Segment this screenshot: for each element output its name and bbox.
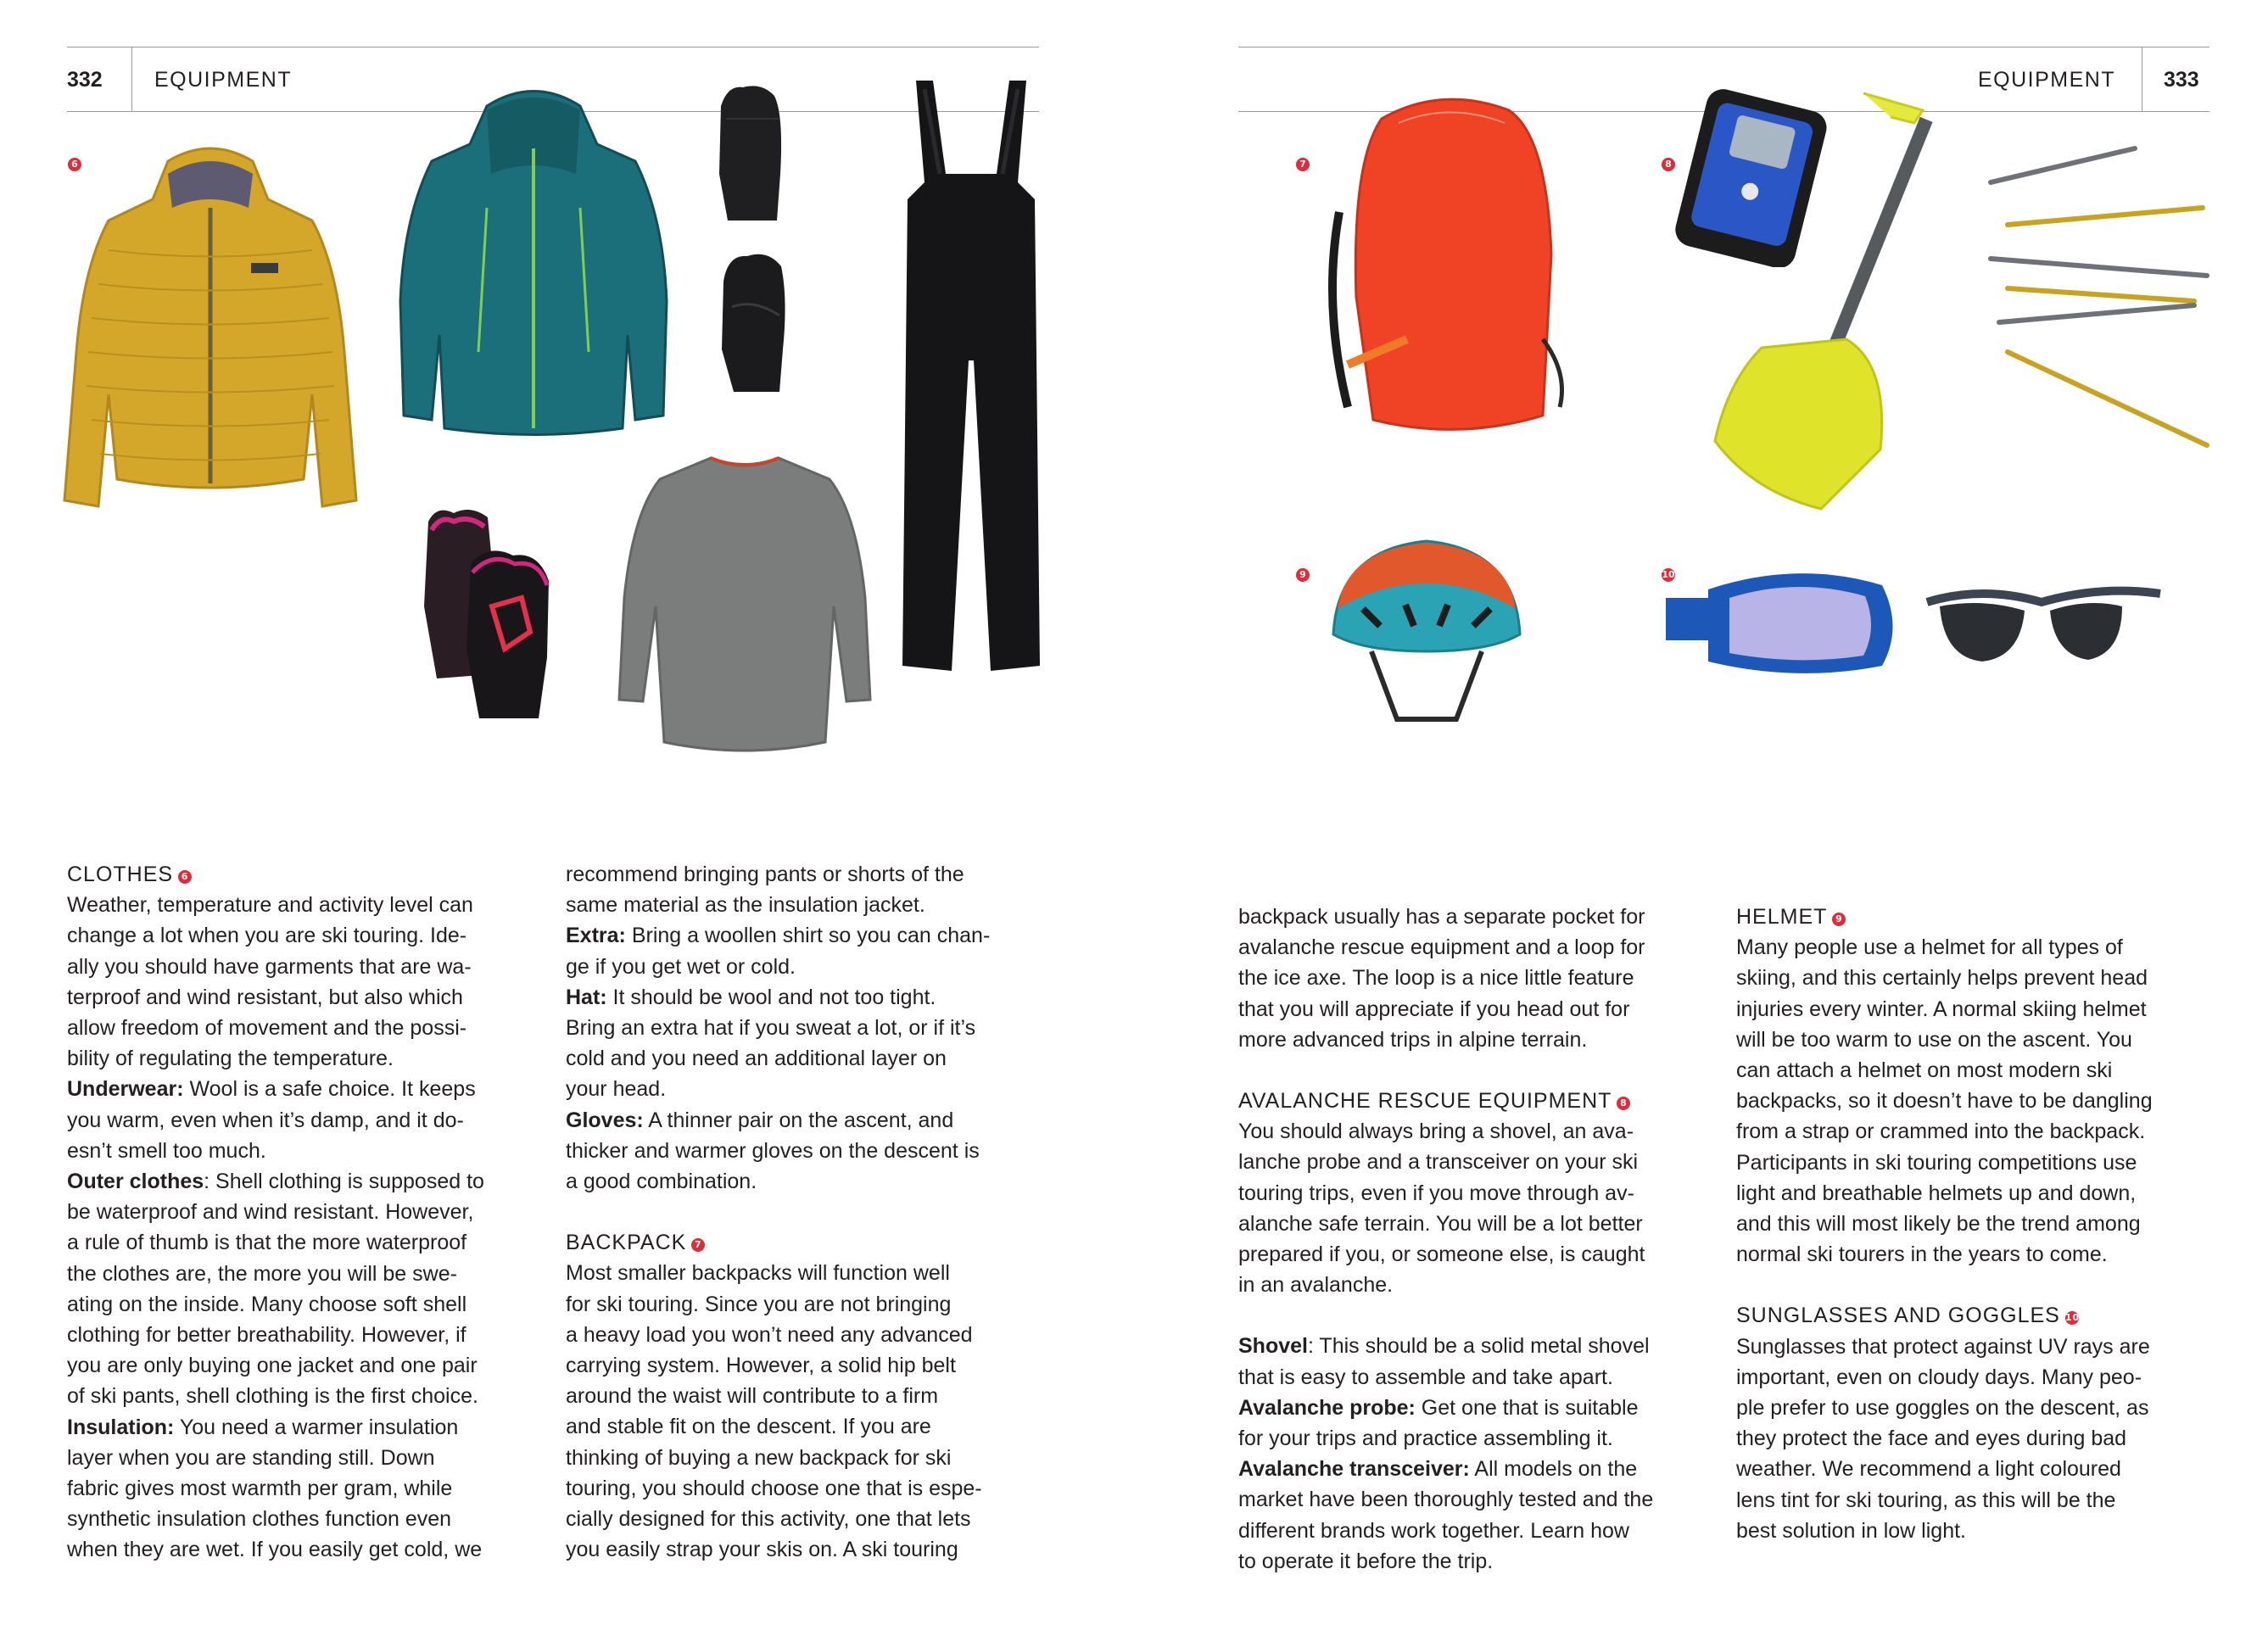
helmet-line: Many people use a helmet for all types of [1736,935,2123,960]
gloves-line: a good combination. [566,1170,757,1194]
bib-pants-photo [899,81,1043,674]
insulation-line: fabric gives most warmth per gram, while [67,1477,453,1501]
gloves-label: Gloves: [566,1108,644,1132]
continued-line: recommend bringing pants or shorts of the [566,863,964,886]
sunglasses-badge: 10 [2064,1312,2081,1324]
helmet-badge: 9 [1832,913,1846,926]
hat-text: It should be wool and not too tight. [606,985,936,1009]
outer-clothes-line: the clothes are, the more you will be swe- [67,1261,457,1286]
helmet-line: light and breathable helmets up and down, [1736,1181,2137,1205]
left-column-2 [566,859,1041,1565]
clothes-line: Weather, temperature and activity level can [67,893,473,918]
sunglasses-photo [1923,577,2165,678]
insulation-line: when they are wet. If you easily get cold, we [67,1538,483,1562]
backpack-line: for ski touring. Since you are not bringing [566,1292,952,1316]
section-title-left: EQUIPMENT [154,68,293,92]
backpack-line: around the waist will contribute to a firm [566,1384,939,1409]
insulation-text: You need a warmer insulation [174,1415,459,1439]
underwear-text: Wool is a safe choice. It keeps [183,1077,476,1102]
helmet-line: will be too warm to use on the ascent. You [1736,1027,2132,1052]
sunglasses-line: weather. We recommend a light coloured [1736,1457,2121,1482]
backpack-continued-line: that you will appreciate if you head out for [1238,997,1630,1021]
sunglasses-line: Sunglasses that protect against UV rays are [1736,1334,2150,1359]
helmet-line: injuries every winter. A normal skiing helmet [1736,997,2147,1021]
backpack-continued-line: more advanced trips in alpine terrain. [1238,1027,1588,1052]
puffer-jacket-photo [58,140,363,520]
probe-label: Avalanche probe: [1238,1395,1416,1420]
clothes-line: allow freedom of movement and the possi- [67,1016,467,1041]
helmet-line: from a strap or crammed into the backpack. [1736,1120,2146,1144]
goggles-photo [1662,564,1916,683]
helmet-line: Participants in ski touring competitions use [1736,1150,2137,1175]
extra-label: Extra: [566,924,626,948]
outer-clothes-line: you are only buying one jacket and one pair [67,1354,478,1378]
section-title-right: EQUIPMENT [1978,68,2116,92]
black-glove-photo-top [711,81,787,225]
underwear-line: you warm, even when it’s damp, and it do- [67,1108,464,1132]
shovel-label: Shovel [1238,1334,1308,1359]
backpack-heading: BACKPACK [566,1231,687,1255]
backpack-line: carrying system. However, a solid hip belt [566,1354,956,1378]
shell-jacket-photo [394,81,673,444]
underwear-label: Underwear: [67,1077,184,1102]
avalanche-shovel-photo [1677,85,1974,517]
hat-label: Hat: [566,985,607,1009]
backpack-line: and stable fit on the descent. If you are [566,1415,931,1439]
backpack-line: touring, you should choose one that is espe- [566,1476,982,1500]
clothes-line: bility of regulating the temperature. [67,1047,394,1071]
transceiver-text: All models on the [1469,1457,1638,1482]
photo-badge-clothes: 6 [68,158,81,171]
helmet-line: skiing, and this certainly helps prevent head [1736,966,2148,991]
sunglasses-heading: SUNGLASSES AND GOGGLES [1736,1304,2060,1328]
clothes-badge: 6 [178,870,192,884]
photo-badge-goggles: 10 [1662,569,1675,580]
avalanche-line: prepared if you, or someone else, is caught [1238,1242,1645,1267]
sunglasses-line: important, even on cloudy days. Many peo- [1736,1365,2142,1389]
clothes-heading: CLOTHES [67,863,174,886]
insulation-line: synthetic insulation clothes function even [67,1507,452,1532]
backpack-continued-line: the ice axe. The loop is a nice little feature [1238,966,1634,991]
backpack-line: cially designed for this activity, one that lets [566,1507,971,1532]
hat-line: Bring an extra hat if you sweat a lot, or if it’s [566,1016,976,1041]
insulation-line: layer when you are standing still. Down [67,1445,435,1470]
avalanche-line: in an avalanche. [1238,1273,1394,1298]
avalanche-heading: AVALANCHE RESCUE EQUIPMENT [1238,1089,1612,1114]
outer-clothes-line: clothing for better breathability. However, if [67,1323,466,1348]
outer-clothes-text: : Shell clothing is supposed to [204,1170,484,1194]
backpack-line: you easily strap your skis on. A ski touring [566,1538,958,1562]
backpack-photo [1314,85,1581,441]
avalanche-line: touring trips, even if you move through av- [1238,1181,1634,1205]
avalanche-probe-photo [1982,140,2215,454]
backpack-badge: 7 [691,1238,705,1252]
pink-gloves-photo [420,505,556,723]
hat-line: cold and you need an additional layer on [566,1047,947,1071]
clothes-line: change a lot when you are ski touring. Ide- [67,924,467,948]
helmet-line: backpacks, so it doesn’t have to be dangling [1736,1089,2153,1114]
page-number-left: 332 [67,68,103,92]
shovel-line: that is easy to assemble and take apart. [1238,1365,1613,1389]
photo-badge-backpack: 7 [1296,158,1310,171]
gloves-line: thicker and warmer gloves on the descent is [566,1138,980,1163]
shovel-text: : This should be a solid metal shovel [1307,1334,1650,1359]
right-column-1 [1238,902,1713,1577]
clothes-line: terproof and wind resistant, but also which [67,985,463,1009]
gloves-text: A thinner pair on the ascent, and [643,1108,954,1132]
backpack-continued-line: avalanche rescue equipment and a loop for [1238,935,1645,960]
outer-clothes-line: of ski pants, shell clothing is the first choice. [67,1384,478,1409]
outer-clothes-line: a rule of thumb is that the more waterproof [67,1231,467,1255]
header-divider [131,47,132,111]
helmet-photo [1321,533,1533,728]
left-column-1 [67,859,542,1566]
hat-line: your head. [566,1077,667,1102]
right-column-2 [1736,902,2211,1546]
transceiver-line: market have been thoroughly tested and the [1238,1488,1654,1512]
probe-line: for your trips and practice assembling it. [1238,1427,1613,1451]
transceiver-line: different brands work together. Learn how [1238,1518,1629,1543]
continued-line: same material as the insulation jacket. [566,893,925,918]
helmet-line: and this will most likely be the trend among [1736,1212,2141,1237]
avalanche-line: You should always bring a shovel, an ava- [1238,1120,1634,1144]
backpack-continued-line: backpack usually has a separate pocket for [1238,905,1645,929]
helmet-line: normal ski tourers in the years to come. [1736,1242,2108,1267]
insulation-label: Insulation: [67,1415,175,1439]
black-glove-photo-bottom [715,248,790,394]
outer-clothes-label: Outer clothes [67,1170,204,1194]
clothes-line: ally you should have garments that are wa- [67,954,472,979]
backpack-line: thinking of buying a new backpack for ski [566,1445,952,1470]
transceiver-label: Avalanche transceiver: [1238,1457,1470,1482]
probe-text: Get one that is suitable [1415,1395,1639,1420]
backpack-line: Most smaller backpacks will function well [566,1261,950,1286]
sunglasses-line: ple prefer to use goggles on the descent, as [1736,1396,2149,1421]
avalanche-badge: 8 [1617,1097,1630,1110]
photo-badge-helmet: 9 [1296,568,1310,582]
sunglasses-line: they protect the face and eyes during bad [1736,1427,2127,1451]
outer-clothes-line: be waterproof and wind resistant. However, [67,1200,474,1225]
avalanche-line: lanche probe and a transceiver on your ski [1238,1150,1639,1175]
extra-text: Bring a woollen shirt so you can chan- [625,924,991,948]
outer-clothes-line: ating on the inside. Many choose soft shell [67,1292,467,1316]
helmet-line: can attach a helmet on most modern ski [1736,1058,2113,1083]
underwear-line: esn’t smell too much. [67,1138,266,1163]
backpack-line: a heavy load you won’t need any advanced [566,1322,973,1347]
page-number-right: 333 [2164,68,2199,92]
sunglasses-line: lens tint for ski touring, as this will be the [1736,1488,2116,1512]
avalanche-line: alanche safe terrain. You will be a lot better [1238,1211,1643,1236]
transceiver-line: to operate it before the trip. [1238,1549,1494,1573]
base-layer-photo [617,454,872,759]
sunglasses-line: best solution in low light. [1736,1518,1966,1543]
helmet-heading: HELMET [1736,905,1828,929]
photo-badge-avalanche: 8 [1662,158,1675,171]
extra-line: ge if you get wet or cold. [566,954,796,979]
